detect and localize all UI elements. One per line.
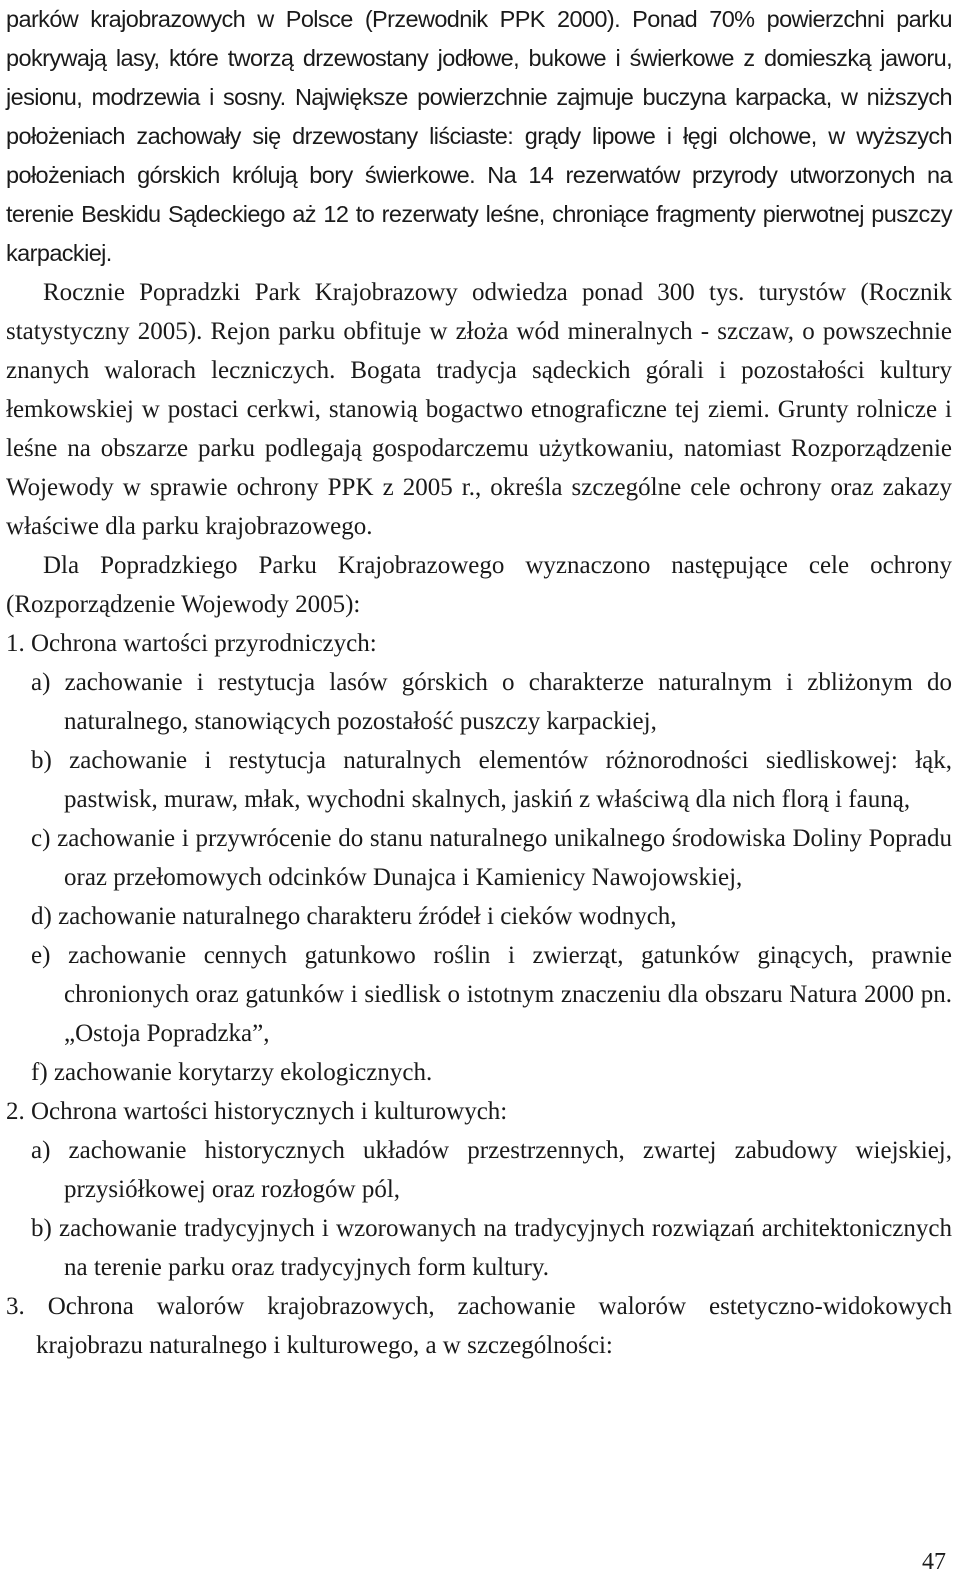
goal-item: a) zachowanie i restytucja lasów górskich o charakterze naturalnym i zbliżonym do naturalnego, stanowiących pozostałość puszczy karpackiej, bbox=[31, 669, 952, 735]
goal-heading: 2. Ochrona wartości historycznych i kulturowych: bbox=[6, 1098, 508, 1125]
goal-section-3 bbox=[6, 1287, 952, 1365]
goals-intro-paragraph: Dla Popradzkiego Parku Krajobrazowego wyznaczono następujące cele ochrony (Rozporządzenie Wojewody 2005): bbox=[6, 552, 952, 618]
goal-section-1 bbox=[6, 624, 952, 1092]
goal-item: d) zachowanie naturalnego charakteru źródeł i cieków wodnych, bbox=[31, 903, 677, 930]
goal-heading: 1. Ochrona wartości przyrodniczych: bbox=[6, 630, 377, 657]
goal-item: b) zachowanie tradycyjnych i wzorowanych na tradycyjnych rozwiązań architektonicznych na terenie parku oraz tradycyjnych form kultury. bbox=[31, 1215, 952, 1281]
goal-item: e) zachowanie cennych gatunkowo roślin i zwierząt, gatunków ginących, prawnie chronionych oraz gatunków i siedlisk o istotnym znaczeniu dla obszaru Natura 2000 pn. „Ostoja Popradzka”, bbox=[31, 942, 952, 1047]
goal-item: f) zachowanie korytarzy ekologicznych. bbox=[31, 1059, 433, 1086]
page-number: 47 bbox=[922, 1549, 946, 1575]
goal-item: b) zachowanie i restytucja naturalnych elementów różnorodności siedliskowej: łąk, pastwisk, muraw, młak, wychodni skalnych, jaskiń z właściwą dla nich florą i fauną, bbox=[31, 747, 952, 813]
intro-paragraph: parków krajobrazowych w Polsce (Przewodnik PPK 2000). Ponad 70% powierzchni parku pokrywają lasy, które tworzą drzewostany jodłowe, bukowe i świerkowe z domieszką jaworu, jesionu, modrzewia i sosny. Największe powierzchnie zajmuje buczyna karpacka, w niższych położeniach zachowały się drzewostany liściaste: grądy lipowe i łęgi olchowe, w wyższych położeniach górskich królują bory świerkowe. Na 14 rezerwatów przyrody utworzonych na terenie Beskidu Sądeckiego aż 12 to rezerwaty leśne, chroniące fragmenty pierwotnej puszczy karpackiej. bbox=[6, 6, 952, 266]
goal-section-2 bbox=[6, 1092, 952, 1287]
document-page bbox=[6, 0, 952, 1365]
goal-heading: 3. Ochrona walorów krajobrazowych, zachowanie walorów estetyczno-widokowych krajobrazu naturalnego i kulturowego, a w szczególności: bbox=[6, 1293, 952, 1359]
goal-item: c) zachowanie i przywrócenie do stanu naturalnego unikalnego środowiska Doliny Popradu oraz przełomowych odcinków Dunajca i Kamienicy Nawojowskiej, bbox=[31, 825, 952, 891]
visitors-paragraph: Rocznie Popradzki Park Krajobrazowy odwiedza ponad 300 tys. turystów (Rocznik statystyczny 2005). Rejon parku obfituje w złoża wód mineralnych - szczaw, o powszechnie znanych walorach leczniczych. Bogata tradycja sądeckich górali i pozostałości kultury łemkowskiej w postaci cerkwi, stanowią bogactwo etnograficzne tej ziemi. Grunty rolnicze i leśne na obszarze parku podlegają gospodarczemu użytkowaniu, natomiast Rozporządzenie Wojewody w sprawie ochrony PPK z 2005 r., określa szczególne cele ochrony oraz zakazy właściwe dla parku krajobrazowego. bbox=[6, 279, 952, 540]
goal-item: a) zachowanie historycznych układów przestrzennych, zwartej zabudowy wiejskiej, przysiółkowej oraz rozłogów pól, bbox=[31, 1137, 952, 1203]
